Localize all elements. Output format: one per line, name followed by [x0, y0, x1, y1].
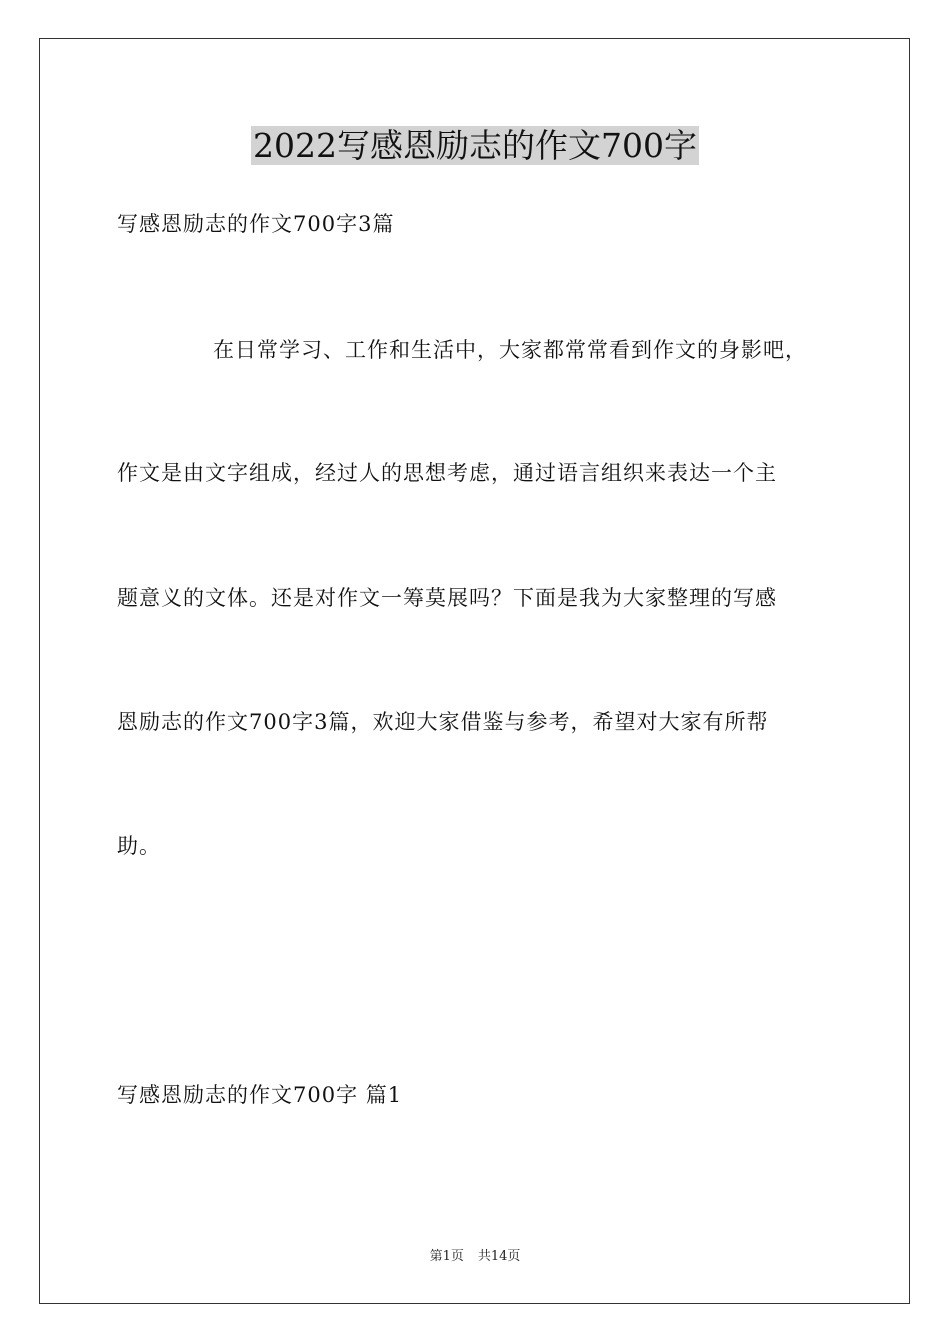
paragraph-line-5: 助。	[117, 834, 161, 858]
paragraph-line-3: 题意义的文体。还是对作文一筹莫展吗？下面是我为大家整理的写感	[117, 586, 777, 610]
section-heading: 写感恩励志的作文700字 篇1	[117, 1083, 403, 1107]
paragraph-line-4: 恩励志的作文700字3篇，欢迎大家借鉴与参考，希望对大家有所帮	[117, 710, 769, 734]
page-footer	[0, 1248, 950, 1266]
paragraph-line-2: 作文是由文字组成，经过人的思想考虑，通过语言组织来表达一个主	[117, 461, 777, 485]
page-number: 第1页	[429, 1249, 464, 1264]
document-title-text: 2022写感恩励志的作文700字	[253, 126, 697, 165]
document-subtitle: 写感恩励志的作文700字3篇	[117, 212, 395, 236]
paragraph-line-1: 在日常学习、工作和生活中，大家都常常看到作文的身影吧，	[213, 338, 807, 362]
document-title	[0, 124, 950, 168]
page-total: 共14页	[477, 1249, 521, 1264]
